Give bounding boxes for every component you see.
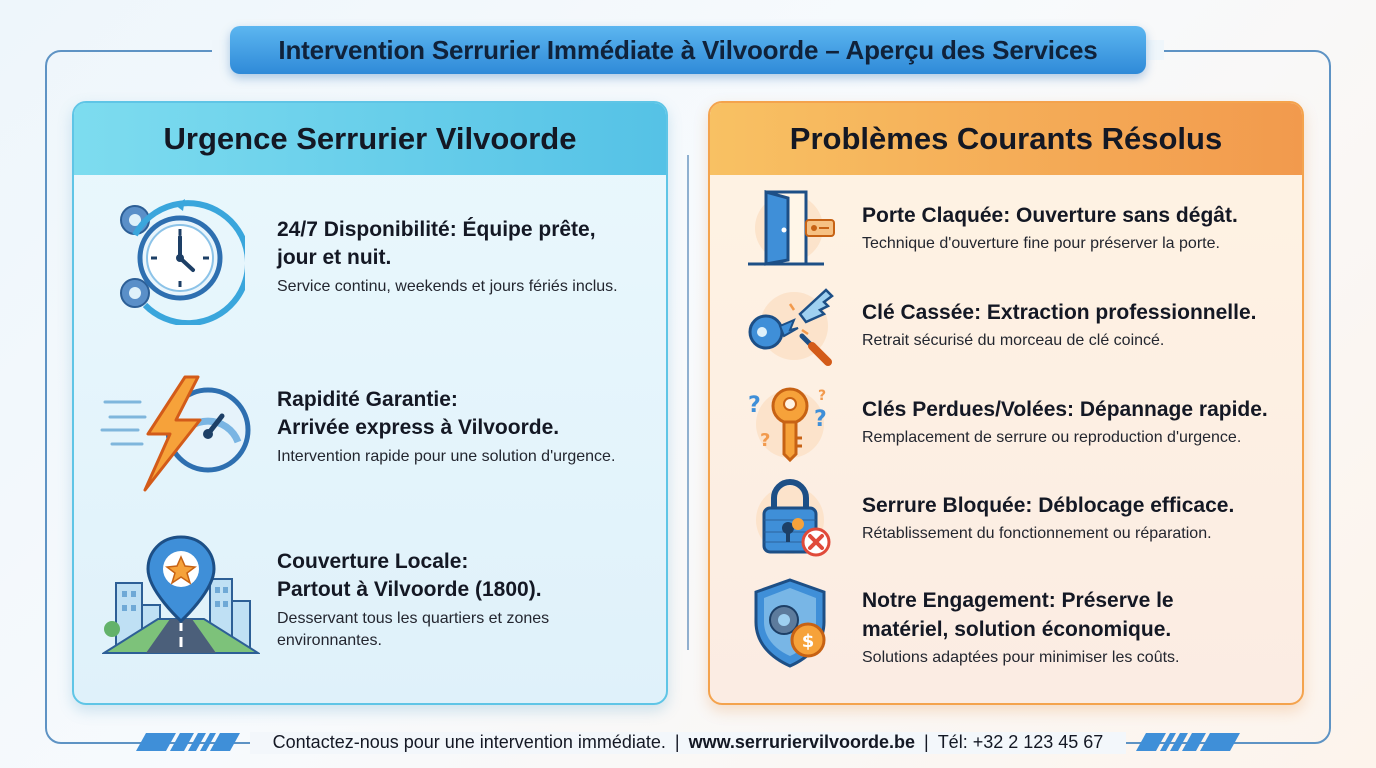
coverage-item bbox=[277, 548, 657, 652]
coverage-title-line-2: Partout à Vilvoorde (1800). bbox=[277, 578, 542, 601]
problems-panel-heading: Problèmes Courants Résolus bbox=[710, 103, 1302, 175]
lightning-speedometer-icon bbox=[100, 372, 255, 497]
footer-contact bbox=[0, 728, 1376, 756]
svg-text:$: $ bbox=[801, 631, 815, 652]
commitment-title bbox=[862, 586, 1180, 644]
commitment-desc: Solutions adaptées pour minimiser les coûts. bbox=[862, 649, 1180, 666]
speed-title-line-2: Arrivée express à Vilvoorde. bbox=[277, 416, 560, 439]
broken-key-title: Clé Cassée: Extraction professionnelle. bbox=[862, 301, 1257, 324]
footer-separator: | bbox=[674, 731, 680, 752]
blocked-lock-item bbox=[862, 491, 1292, 544]
coverage-title bbox=[277, 548, 549, 604]
emergency-panel-heading: Urgence Serrurier Vilvoorde bbox=[74, 103, 666, 175]
speed-desc: Intervention rapide pour une solution d'urgence. bbox=[277, 448, 616, 465]
slammed-door-desc: Technique d'ouverture fine pour préserver la porte. bbox=[862, 235, 1220, 252]
coverage-desc-line-1: Desservant tous les quartiers et zones bbox=[277, 610, 550, 627]
lost-keys-desc: Remplacement de serrure ou reproduction d'urgence. bbox=[862, 429, 1242, 446]
slammed-door-item bbox=[862, 201, 1292, 254]
padlock-blocked-icon bbox=[744, 476, 839, 565]
coverage-desc-line-2: environnantes. bbox=[277, 632, 382, 649]
shield-gear-coin-icon bbox=[744, 576, 839, 675]
svg-text:?: ? bbox=[818, 388, 827, 404]
availability-desc: Service continu, weekends et jours fériés inclus. bbox=[277, 278, 618, 295]
speed-title-line-1: Rapidité Garantie: bbox=[277, 388, 458, 411]
coverage-desc bbox=[277, 608, 549, 652]
availability-item bbox=[277, 216, 657, 298]
footer-website-link[interactable]: www.serruriervilvoorde.be bbox=[688, 731, 915, 752]
svg-text:?: ? bbox=[748, 393, 761, 418]
panel-divider bbox=[687, 155, 689, 650]
page-title: Intervention Serrurier Immédiate à Vilvoorde – Aperçu des Services bbox=[230, 26, 1146, 74]
open-door-icon bbox=[744, 186, 839, 275]
availability-title-line-1: 24/7 Disponibilité: Équipe prête, bbox=[277, 218, 596, 241]
svg-text:?: ? bbox=[814, 407, 827, 432]
blocked-lock-title: Serrure Bloquée: Déblocage efficace. bbox=[862, 494, 1235, 517]
lost-keys-item bbox=[862, 395, 1302, 448]
speed-item bbox=[277, 386, 657, 468]
clock-gears-icon bbox=[105, 195, 245, 330]
svg-text:?: ? bbox=[760, 430, 771, 451]
coverage-title-line-1: Couverture Locale: bbox=[277, 550, 469, 573]
broken-key-desc: Retrait sécurisé du morceau de clé coincé. bbox=[862, 332, 1165, 349]
lost-keys-title: Clés Perdues/Volées: Dépannage rapide. bbox=[862, 398, 1268, 421]
commitment-title-line-2: matériel, solution économique. bbox=[862, 618, 1172, 641]
availability-title bbox=[277, 216, 618, 272]
commitment-title-line-1: Notre Engagement: Préserve le bbox=[862, 589, 1174, 612]
footer-separator: | bbox=[924, 731, 929, 752]
footer-phone[interactable]: Tél: +32 2 123 45 67 bbox=[937, 731, 1104, 752]
commitment-item bbox=[862, 586, 1292, 668]
availability-title-line-2: jour et nuit. bbox=[277, 246, 392, 269]
map-pin-city-icon bbox=[102, 535, 260, 664]
slammed-door-title: Porte Claquée: Ouverture sans dégât. bbox=[862, 204, 1238, 227]
key-question-icon bbox=[744, 382, 839, 471]
blocked-lock-desc: Rétablissement du fonctionnement ou réparation. bbox=[862, 525, 1212, 542]
footer-contact-text: Contactez-nous pour une intervention immédiate. bbox=[272, 731, 666, 752]
broken-key-item bbox=[862, 298, 1292, 351]
speed-title bbox=[277, 386, 615, 442]
broken-key-pliers-icon bbox=[744, 284, 839, 373]
